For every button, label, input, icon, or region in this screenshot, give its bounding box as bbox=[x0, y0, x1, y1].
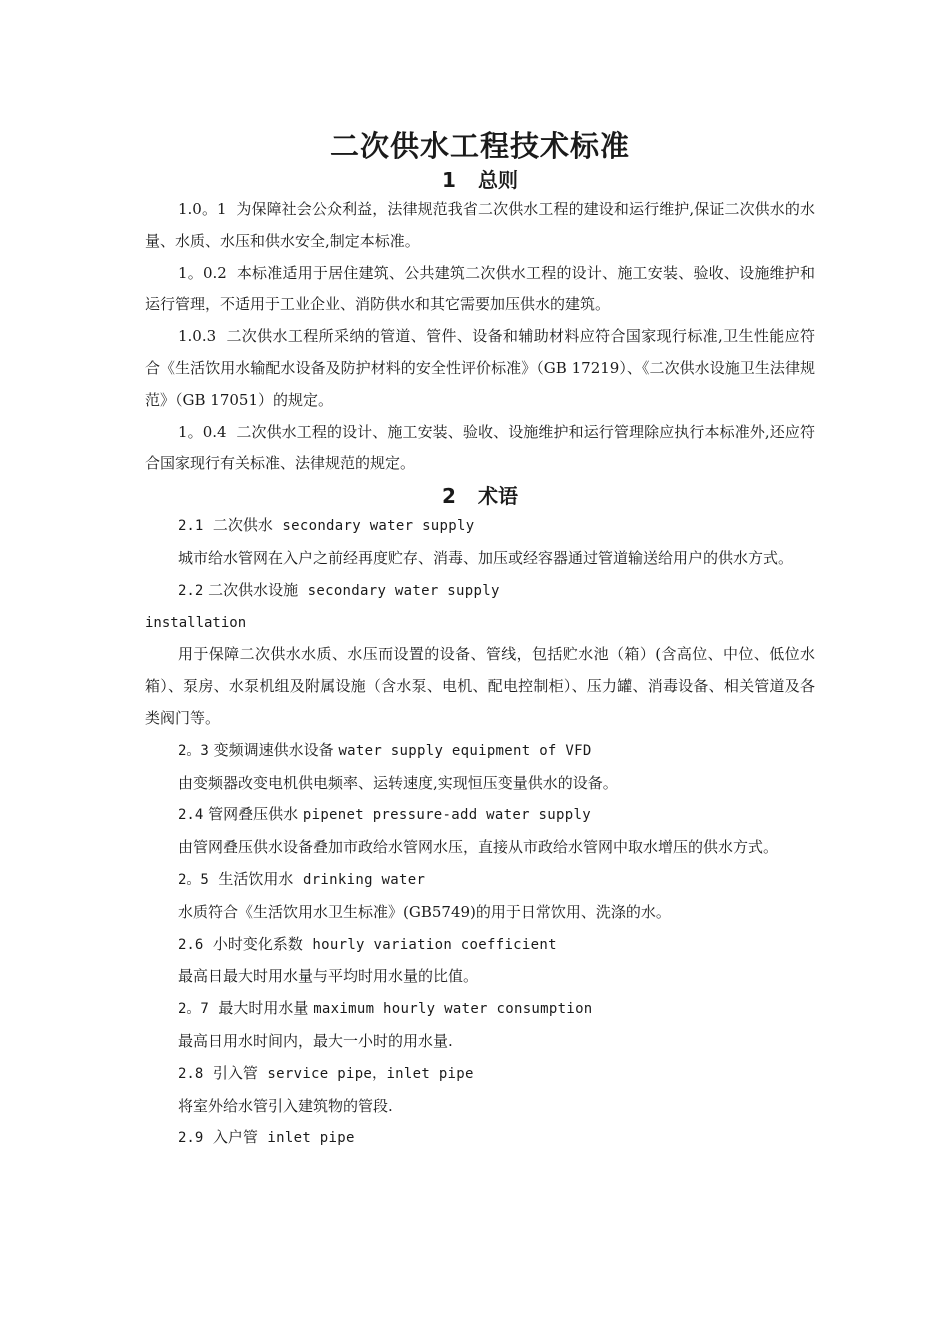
clause-text: 本标准适用于居住建筑、公共建筑二次供水工程的设计、施工安装、验收、设施维护和运行管理，不适用于工业企业、消防供水和其它需要加压供水的建筑。 bbox=[145, 263, 815, 314]
term-2-4-definition: 由管网叠压供水设备叠加市政给水管网水压，直接从市政给水管网中取水增压的供水方式。 bbox=[178, 838, 779, 857]
clause-1-0-1 bbox=[145, 194, 815, 258]
term-2-7-heading bbox=[145, 993, 815, 1026]
term-code: 2.2 bbox=[178, 582, 204, 599]
term-2-1-heading bbox=[145, 510, 815, 543]
clause-text: 二次供水工程的设计、施工安装、验收、设施维护和运行管理除应执行本标准外,还应符合国家现行有关标准、法律规范的规定。 bbox=[145, 422, 815, 473]
document-title: 二次供水工程技术标准 bbox=[329, 129, 630, 163]
term-2-8-definition: 将室外给水管引入建筑物的管段. bbox=[178, 1096, 393, 1115]
term-2-2-definition: 用于保障二次供水水质、水压而设置的设备、管线，包括贮水池（箱）(含高位、中位、低位水箱）、泵房、水泵机组及附属设施（含水泵、电机、配电控制柜）、压力罐、消毒设备、相关管道及各类阀门等。 bbox=[145, 645, 815, 727]
clause-code: 1。0.2 bbox=[178, 263, 227, 282]
section-2-heading bbox=[145, 482, 815, 510]
section-1-heading bbox=[145, 166, 815, 194]
term-zh: 生活饮用水 bbox=[218, 869, 294, 888]
term-code: 2。5 bbox=[178, 871, 209, 888]
term-code: 2.9 bbox=[178, 1130, 204, 1147]
term-2-7-definition: 最高日用水时间内，最大一小时的用水量. bbox=[178, 1031, 453, 1050]
term-2-2-en-continuation: installation bbox=[145, 614, 247, 631]
term-en: pipenet pressure-add water supply bbox=[302, 807, 591, 824]
term-2-3-definition: 由变频器改变电机供电频率、运转速度,实现恒压变量供水的设备。 bbox=[178, 773, 618, 792]
term-zh: 最大时用水量 bbox=[218, 999, 309, 1018]
term-2-6-heading bbox=[145, 929, 815, 962]
term-en: service pipe，inlet pipe bbox=[267, 1065, 474, 1082]
term-en: secondary water supply bbox=[282, 518, 475, 535]
term-code: 2.1 bbox=[178, 518, 204, 535]
term-code: 2.4 bbox=[178, 807, 204, 824]
term-2-9-heading bbox=[145, 1122, 815, 1155]
term-zh: 二次供水设施 bbox=[208, 580, 299, 599]
document-page bbox=[145, 126, 815, 1155]
term-2-2-heading bbox=[145, 575, 815, 608]
term-2-8-heading bbox=[145, 1058, 815, 1091]
term-code: 2。3 bbox=[178, 742, 209, 759]
term-2-4-heading bbox=[145, 799, 815, 832]
term-zh: 二次供水 bbox=[212, 516, 273, 535]
term-2-5-definition: 水质符合《生活饮用水卫生标准》(GB5749)的用于日常饮用、洗涤的水。 bbox=[178, 902, 671, 921]
term-en: maximum hourly water consumption bbox=[313, 1001, 593, 1018]
clause-text: 为保障社会公众利益，法律规范我省二次供水工程的建设和运行维护,保证二次供水的水量、水质、水压和供水安全,制定本标准。 bbox=[145, 200, 815, 250]
clause-text: 二次供水工程所采纳的管道、管件、设备和辅助材料应符合国家现行标准,卫生性能应符合《生活饮用水输配水设备及防护材料的安全性评价标准》（GB 17219）、《二次供水设施卫生法律规范》（GB 17051）的规定。 bbox=[145, 327, 815, 409]
term-en: inlet pipe bbox=[267, 1130, 355, 1147]
clause-code: 1。0.4 bbox=[178, 422, 227, 441]
term-code: 2.6 bbox=[178, 936, 204, 953]
clause-code: 1.0。1 bbox=[178, 200, 227, 218]
term-code: 2。7 bbox=[178, 1001, 209, 1018]
section-2-number: 2 bbox=[442, 484, 456, 509]
term-code: 2.8 bbox=[178, 1065, 204, 1082]
section-1-number: 1 bbox=[442, 168, 456, 192]
section-1-title: 总则 bbox=[477, 168, 518, 192]
term-zh: 变频调速供水设备 bbox=[213, 740, 334, 759]
section-2-title: 术语 bbox=[477, 484, 518, 509]
term-zh: 小时变化系数 bbox=[212, 934, 303, 953]
clause-1-0-2 bbox=[145, 258, 815, 322]
term-en: hourly variation coefficient bbox=[312, 936, 557, 953]
term-en: drinking water bbox=[302, 871, 426, 888]
term-2-6-definition: 最高日最大时用水量与平均时用水量的比值。 bbox=[178, 967, 479, 986]
term-2-3-heading bbox=[145, 735, 815, 768]
term-2-1-definition: 城市给水管网在入户之前经再度贮存、消毒、加压或经容器通过管道输送给用户的供水方式。 bbox=[178, 548, 794, 567]
term-en: secondary water supply bbox=[307, 582, 500, 599]
clause-1-0-4 bbox=[145, 417, 815, 481]
clause-code: 1.0.3 bbox=[178, 327, 217, 346]
term-zh: 入户管 bbox=[212, 1128, 258, 1147]
term-en: water supply equipment of VFD bbox=[338, 742, 592, 759]
clause-1-0-3 bbox=[145, 321, 815, 416]
term-2-5-heading bbox=[145, 864, 815, 897]
term-zh: 管网叠压供水 bbox=[208, 805, 299, 824]
term-zh: 引入管 bbox=[212, 1063, 258, 1082]
